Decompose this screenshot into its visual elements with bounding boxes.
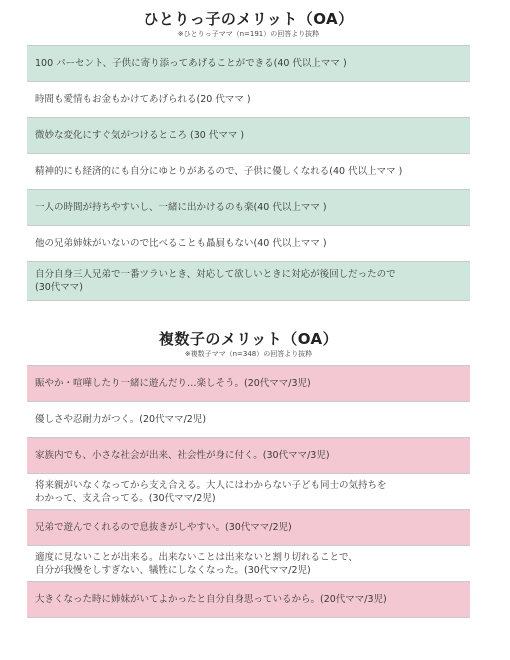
- list-item-text: 一人の時間が持ちやすいし、一緒に出かけるのも楽(40 代以上ママ ): [35, 202, 327, 213]
- list-item-text: 自分自身三人兄弟で一番ツラいとき、対応して欲しいときに対応が後回しだったので (30代ママ): [35, 269, 396, 293]
- list-item: [27, 262, 470, 301]
- multi-child-section: [27, 330, 470, 618]
- merit-list: [27, 45, 470, 301]
- list-item: [27, 154, 470, 190]
- list-item: [27, 82, 470, 118]
- section-title: ひとりっ子のメリット（OA）: [143, 10, 354, 28]
- list-item: [27, 546, 470, 582]
- list-item: [27, 402, 470, 438]
- list-item-text: 他の兄弟姉妹がいないので比べることも贔屓もない(40 代以上ママ ): [35, 238, 327, 249]
- section-note: ※複数子ママ（n=348）の回答より抜粋: [184, 350, 313, 358]
- list-item-text: 兄弟で遊んでくれるので息抜きがしやすい。(30代ママ/2児): [35, 522, 292, 533]
- list-item-text: 時間も愛情もお金もかけてあげられる(20 代ママ ): [35, 94, 251, 105]
- list-item-text: 適度に見ないことが出来る。出来ないことは出来ないと割り切れることで、 自分が我慢をしすぎない、犠牲にしなくなった。(30代ママ/2児): [35, 551, 358, 576]
- merit-list: [27, 365, 470, 618]
- list-item-text: 大きくなった時に姉妹がいてよかったと自分自身思っているから。(20代ママ/3児): [35, 594, 387, 605]
- list-item: [27, 118, 470, 154]
- list-item-text: 100 パーセント、子供に寄り添ってあげることができる(40 代以上ママ ): [35, 58, 347, 69]
- list-item-text: 微妙な変化にすぐ気がつけるところ (30 代ママ ): [35, 130, 245, 141]
- section-note: ※ひとりっ子ママ（n=191）の回答より抜粋: [177, 30, 320, 38]
- list-item: [27, 366, 470, 402]
- list-item: [27, 474, 470, 510]
- section-title: 複数子のメリット（OA）: [158, 330, 339, 348]
- list-item: [27, 582, 470, 618]
- list-item: [27, 226, 470, 262]
- list-item: [27, 190, 470, 226]
- list-item-text: 優しさや忍耐力がつく。(20代ママ/2児): [35, 414, 207, 425]
- list-item-text: 精神的にも経済的にも自分にゆとりがあるので、子供に優しくなれる(40 代以上ママ ): [35, 166, 403, 177]
- list-item-text: 賑やか・喧嘩したり一緒に遊んだり…楽しそう。(20代ママ/3児): [35, 378, 311, 389]
- list-item-text: 将来親がいなくなってから支え合える。大人にはわからない子ども同士の気持ちを わかって、支え合ってる。(30代ママ/2児): [35, 479, 387, 504]
- list-item: [27, 46, 470, 82]
- list-item: [27, 510, 470, 546]
- list-item: [27, 438, 470, 474]
- only-child-section: [27, 10, 470, 301]
- list-item-text: 家族内でも、小さな社会が出来、社会性が身に付く。(30代ママ/3児): [35, 450, 330, 461]
